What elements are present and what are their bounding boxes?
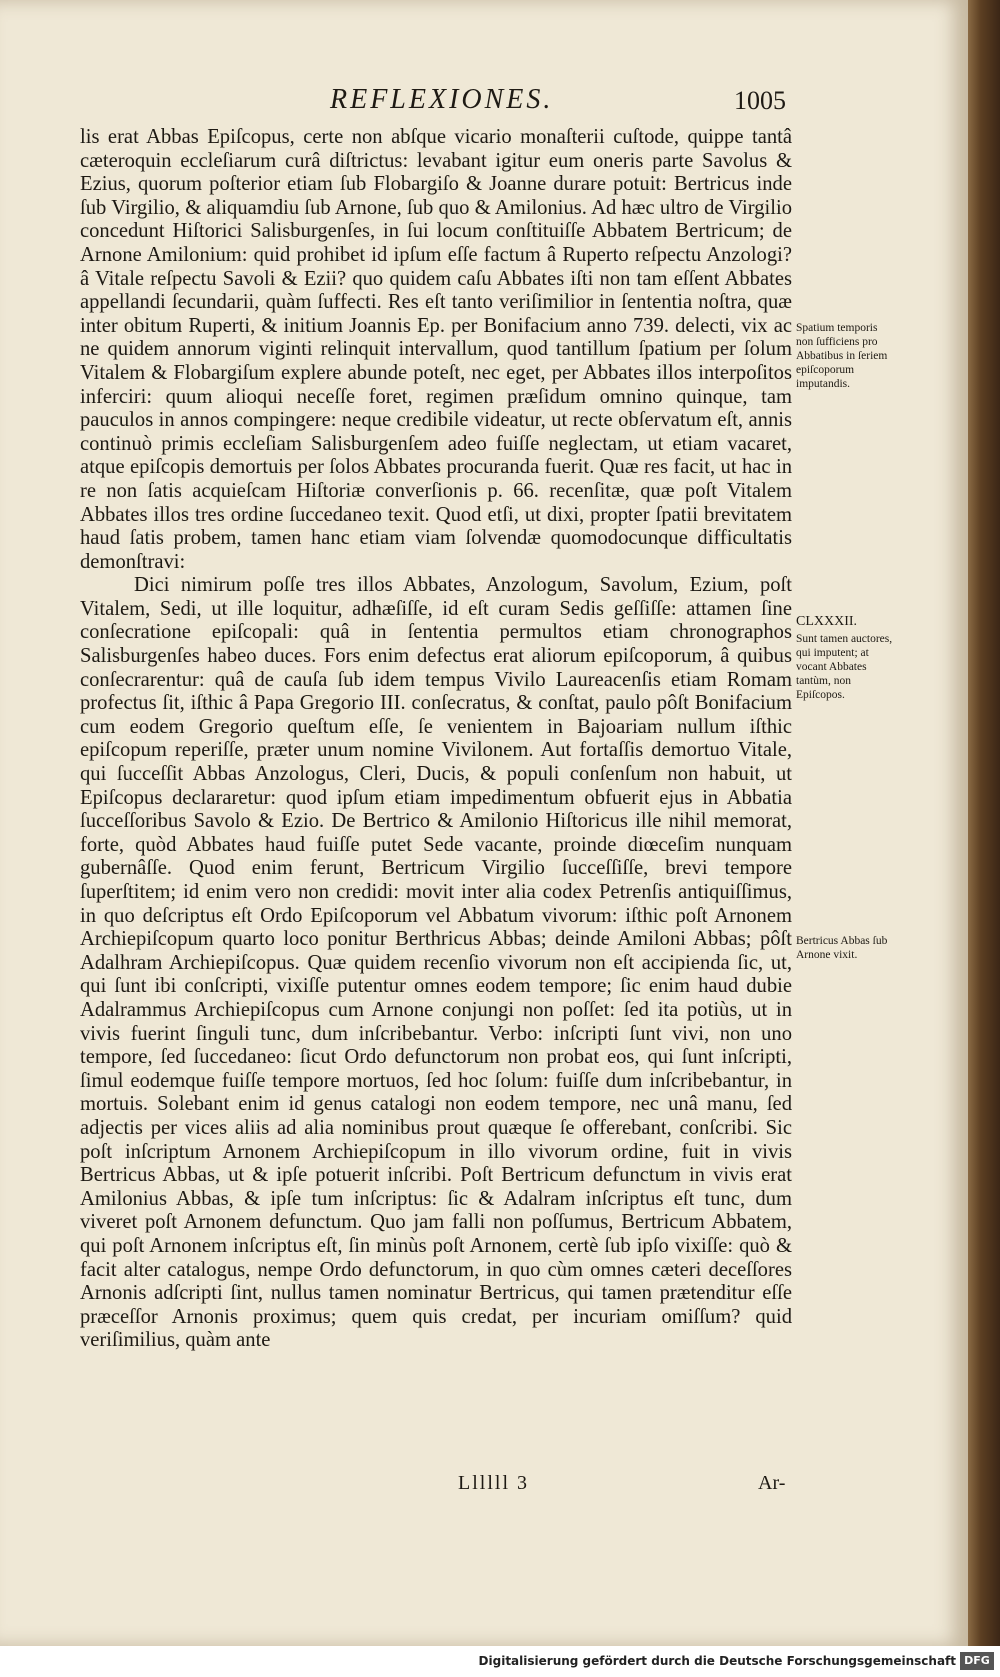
digitization-footer — [0, 1646, 1000, 1677]
body-paragraph-1: lis erat Abbas Epiſcopus, certe non abſque vicario monaſterii cuſtode, quippe tantâ cæteroquin eccleſiarum curâ diſtrictus: levabant igitur eum oneris parte Savolus & Ezius, quorum poſterior etiam ſub Flobargiſo & Joanne durare potuit: Bertricus inde ſub Virgilio, & aliquamdiu ſub Arnone, ſub quo & Amilonius. Ad hæc ultro de Virgilio concedunt Hiſtorici Salisburgenſes, in ſui locum conſtituiſſe Abbatem Bertricum; de Arnone Amilonium: quid prohibet id ipſum eſſe factum â Ruperto reſpectu Anzologi? â Vitale reſpectu Savoli & Ezii? quo quidem caſu Abbates iſti non tam eſſent Abbates appellandi ſecundarii, quàm ſuffecti. Res eſt tanto veriſimilior in ſententia noſtra, quæ inter obitum Ruperti, & initium Joannis Ep. per Bonifacium anno 739. delecti, vix ac ne quidem annorum viginti relinquit intervallum, quod tantillum ſpatium per ſolum Vitalem & Flobargiſum explere abunde poteſt, nec eget, per Abbates illos interpoſitos inferciri: quum alioqui neceſſe foret, regimen præſidum omnino quinque, tam pauculos in annos compingere: neque credibile videatur, ut recte obſervatum eſt, annis continuò primis eccleſiam Salisburgenſem adeo fuiſſe neglectam, ut etiam vacaret, atque epiſcopis demortuis per ſolos Abbates procuranda fuerit. Quæ res facit, ut hac in re non ſatis acquieſcam Hiſtoriæ converſionis p. 66. recenſitæ, quæ poſt Vitalem Abbates illos tres ordine ſuccedaneo texit. Quod etſi, ut dixi, propter ſpatii brevitatem haud ſatis probem, tamen hanc etiam viam ſolvendæ quomodocunque difficultatis demonſtravi: — [80, 126, 792, 573]
running-header-title: REFLEXIONES. — [330, 84, 554, 115]
main-text-block — [80, 126, 792, 1353]
marginal-note-spatium: Spatium temporis non ſufficiens pro Abbatibus in ſeriem epiſcoporum imputandis. — [796, 322, 888, 390]
body-paragraph-2: Dici nimirum poſſe tres illos Abbates, Anzologum, Savolum, Ezium, poſt Vitalem, Sedi, ut ille loquitur, adhæſiſſe, id eſt curam Sedis geſſiſſe: attamen ſine conſecratione epiſcopali: quâ in ſententia permultos etiam chronographos Salisburgenſes habeo duces. Fors enim defectus erat aliorum epiſcoporum, â quibus conſecrarentur: quâ de cauſa ſub idem tempus Vivilo Laureacenſis etiam Romam profectus ſit, iſthic â Papa Gregorio III. conſecratus, & conſtat, paulo pôſt Bonifacium cum eodem Gregorio queſtum eſſe, ſe venientem in Bajoariam nullum iſthic epiſcopum reperiſſe, præter unum nomine Vivilonem. Aut fortaſſis demortuo Vitale, qui ſucceſſit Abbas Anzologus, Cleri, Ducis, & populi conſenſum non habuit, ut Epiſcopus declararetur: quod ipſum etiam impedimentum obfuerit ejus in Abbatia ſucceſſoribus Savolo & Ezio. De Bertrico & Amilonio Hiſtoricus ille nihil memorat, forte, quòd Abbates haud fuiſſe putet Sede vacante, proinde diœceſim nunquam gubernâſſe. Quod enim ferunt, Bertricum Virgilio ſucceſſiſſe, brevi tempore ſuperſtitem; id enim vero non credidi: movit inter alia codex Petrenſis antiquiſſimus, in quo deſcriptus eſt Ordo Epiſcoporum vel Abbatum vivorum: iſthic poſt Arnonem Archiepiſcopum quarto loco ponitur Berthricus Abbas; deinde Amiloni Abbas; pôſt Adalhram Archiepiſcopus. Quæ quidem recenſio vivorum non eſt accipienda ſic, ut, qui ſunt ibi conſcripti, vixiſſe putentur omnes eodem tempore; ſic enim haud dubie Adalrammus Archiepiſcopus cum Arnone conjungi non poſſet: ſed ita potiùs, ut in vivis fuerint ſinguli tunc, dum inſcribebantur. Verbo: inſcripti ſunt vivi, non uno tempore, ſed ſuccedaneo: ſicut Ordo defunctorum non probat eos, qui ſunt inſcripti, ſimul eodemque fuiſſe tempore mortuos, ſed hoc ſolum: fuiſſe dum inſcribebantur, in mortuis. Solebant enim id genus catalogi non eodem tempore, nec unâ manu, ſed adjectis per vices aliis ad alia nominibus prout quæque ſe offerebant, conſcribi. Sic poſt inſcriptum Arnonem Archiepiſcopum in illo vivorum ordine, fuit in vivis Bertricus Abbas, ut & ipſe potuerit inſcribi. Poſt Bertricum defunctum in vivis erat Amilonius Abbas, & ipſe tum inſcriptus: ſic & Adalram inſcriptus eſt tunc, dum viveret poſt Arnonem defunctum. Quo jam falli non poſſumus, Bertricum Abbatem, qui poſt Arnonem inſcriptus eſt, ſin minùs poſt Arnonem, certè ſub ipſo vixiſſe: quò & facit alter catalogus, nempe Ordo defunctorum, in quo cùm omnes cæteri deceſſores Arnonis adſcripti ſint, nullus tamen nominatur Bertricus, qui tamen prætenditur eſſe præceſſor Arnonis proximus; quem quis credat, per incuriam omiſſum? quid veriſimilius, quàm ante — [80, 574, 792, 1352]
book-page-edge — [968, 0, 1000, 1646]
dfg-logo: DFG — [960, 1652, 994, 1670]
printer-signature-mark: Llllll 3 — [458, 1472, 529, 1494]
marginal-section-numeral: CLXXXII. — [796, 614, 858, 629]
marginal-note-bertricus: Bertricus Abbas ſub Arnone vixit. — [796, 935, 888, 961]
page-number: 1005 — [734, 86, 786, 115]
catchword: Ar- — [758, 1472, 786, 1494]
digitization-credit: Digitalisierung gefördert durch die Deutsche Forschungsgemeinschaft — [478, 1654, 956, 1668]
marginal-note-auctores: Sunt tamen auctores, qui imputent; at vocant Abbates tantùm, non Epiſcopos. — [796, 633, 893, 701]
